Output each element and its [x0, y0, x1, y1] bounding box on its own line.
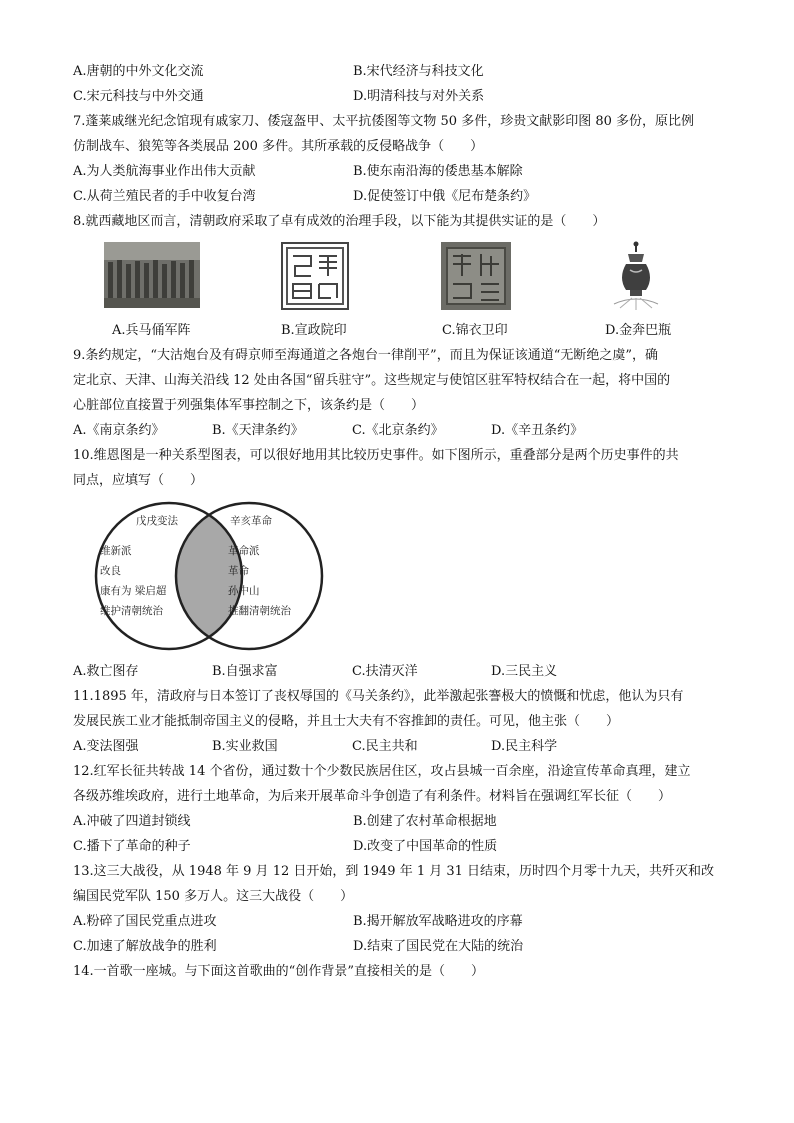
q7-stem-line2: 仿制战车、狼筅等各类展品 200 多件。其所承载的反侵略战争（ ）	[73, 139, 484, 154]
q10-stem-line1: 10.维恩图是一种关系型图表，可以很好地用其比较历史事件。如下图所示，重叠部分是两个历史事件的共	[73, 448, 679, 463]
q10-stem-line2: 同点，应填写（ ）	[73, 473, 204, 488]
q8-option-a: A.兵马俑军阵	[112, 323, 191, 338]
q10-option-a: A.救亡图存	[73, 664, 139, 679]
q13-option-a: A.粉碎了国民党重点进攻	[73, 914, 217, 929]
q10-option-d: D.三民主义	[491, 664, 558, 679]
venn-left-item-2: 改良	[100, 565, 121, 577]
q9-stem-line3: 心脏部位直接置于列强集体军事控制之下，该条约是（ ）	[73, 398, 425, 413]
q13-option-b: B.揭开解放军战略进攻的序幕	[353, 914, 523, 929]
q8-stem: 8.就西藏地区而言，清朝政府采取了卓有成效的治理手段，以下能为其提供实证的是（ ）	[73, 214, 606, 229]
q7-option-a: A.为人类航海事业作出伟大贡献	[73, 164, 256, 179]
venn-right-title: 辛亥革命	[230, 515, 272, 527]
q11-stem-line2: 发展民族工业才能抵制帝国主义的侵略，并且士大夫有不容推卸的责任。可见，他主张（ ）	[73, 714, 620, 729]
q7-option-d: D.促使签订中俄《尼布楚条约》	[353, 189, 537, 204]
venn-diagram	[92, 500, 327, 652]
q11-option-b: B.实业救国	[212, 739, 278, 754]
q8-option-c: C.锦衣卫印	[442, 323, 508, 338]
q12-option-c: C.播下了革命的种子	[73, 839, 191, 854]
q13-stem-line2: 编国民党军队 150 多万人。这三大战役（ ）	[73, 889, 354, 904]
q10-option-c: C.扶清灭洋	[352, 664, 418, 679]
q6-option-c: C.宋元科技与中外交通	[73, 89, 204, 104]
q11-option-a: A.变法图强	[73, 739, 139, 754]
q10-option-b: B.自强求富	[212, 664, 278, 679]
q13-stem-line1: 13.这三大战役，从 1948 年 9 月 12 日开始，到 1949 年 1 月 31 日结束，历时四个月零十九天，共歼灭和改	[73, 864, 715, 879]
q12-stem-line1: 12.红军长征共转战 14 个省份，通过数十个少数民族居住区，攻占县城一百余座，沿途宣传革命真理，建立	[73, 764, 691, 779]
q9-stem-line1: 9.条约规定，“大沽炮台及有碍京师至海通道之各炮台一律削平”，而且为保证该通道“无断绝之虞”，确	[73, 348, 658, 363]
q6-option-b: B.宋代经济与科技文化	[353, 64, 484, 79]
venn-right-item-3: 孙中山	[228, 585, 260, 597]
terracotta-army-image	[104, 242, 200, 308]
q7-stem-line1: 7.蓬莱戚继光纪念馆现有戚家刀、倭寇盔甲、太平抗倭图等文物 50 多件，珍贵文献影印图 80 多份，原比例	[73, 114, 695, 129]
q8-option-b: B.宣政院印	[281, 323, 347, 338]
venn-left-title: 戊戌变法	[136, 515, 178, 527]
q11-option-c: C.民主共和	[352, 739, 418, 754]
q13-option-d: D.结束了国民党在大陆的统治	[353, 939, 524, 954]
venn-left-item-1: 维新派	[100, 545, 132, 557]
q7-option-b: B.使东南沿海的倭患基本解除	[353, 164, 523, 179]
venn-left-item-4: 维护清朝统治	[100, 605, 163, 617]
q11-option-d: D.民主科学	[491, 739, 558, 754]
q9-option-b: B.《天津条约》	[212, 423, 304, 438]
q11-stem-line1: 11.1895 年，清政府与日本签订了丧权辱国的《马关条约》，此举激起张謇极大的愤慨和忧虑，他认为只有	[73, 689, 684, 704]
venn-right-item-1: 革命派	[228, 545, 260, 557]
q13-option-c: C.加速了解放战争的胜利	[73, 939, 217, 954]
q9-stem-line2: 定北京、天津、山海关沿线 12 处由各国“留兵驻守”。这些规定与使馆区驻军特权结合在一起，将中国的	[73, 373, 671, 388]
golden-urn-image	[606, 240, 666, 310]
q6-option-a: A.唐朝的中外文化交流	[73, 64, 204, 79]
q9-option-c: C.《北京条约》	[352, 423, 444, 438]
q6-option-d: D.明清科技与对外关系	[353, 89, 485, 104]
jinyiwei-seal-image	[441, 242, 511, 310]
q12-option-b: B.创建了农村革命根据地	[353, 814, 497, 829]
venn-right-item-4: 推翻清朝统治	[228, 605, 291, 617]
q9-option-a: A.《南京条约》	[73, 423, 165, 438]
q12-option-a: A.冲破了四道封锁线	[73, 814, 191, 829]
q9-option-d: D.《辛丑条约》	[491, 423, 584, 438]
venn-right-item-2: 革命	[228, 565, 249, 577]
q8-option-d: D.金奔巴瓶	[605, 323, 672, 338]
q7-option-c: C.从荷兰殖民者的手中收复台湾	[73, 189, 256, 204]
xuanzheng-seal-image	[281, 242, 349, 310]
q12-option-d: D.改变了中国革命的性质	[353, 839, 498, 854]
venn-left-item-3: 康有为 梁启超	[100, 585, 167, 597]
q14-stem: 14.一首歌一座城。与下面这首歌曲的“创作背景”直接相关的是（ ）	[73, 964, 484, 979]
q12-stem-line2: 各级苏维埃政府，进行土地革命，为后来开展革命斗争创造了有利条件。材料旨在强调红军长征（ ）	[73, 789, 672, 804]
